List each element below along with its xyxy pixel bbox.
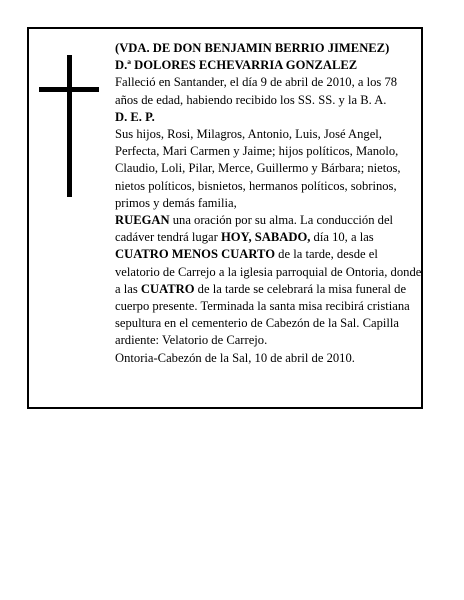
cross-vertical-bar bbox=[67, 55, 72, 197]
request-text-1: una oración por su alma. La conducción del cadáver tendrá lugar bbox=[115, 213, 394, 245]
request-text-2: día 10, a las bbox=[310, 230, 374, 245]
deceased-name: D.ª DOLORES ECHEVARRIA GONZALEZ bbox=[115, 58, 358, 73]
obituary-notice bbox=[27, 27, 423, 409]
funeral-request bbox=[115, 212, 423, 350]
cross-horizontal-bar bbox=[39, 87, 99, 92]
request-text-4: de la tarde se celebrará la misa funeral de cuerpo presente. Terminada la santa misa recibirá cristiana sepultura en el cementerio de Cabezón de la Sal. Capilla ardiente: Velatorio de Carrejo. bbox=[115, 281, 410, 348]
family-list: Sus hijos, Rosi, Milagros, Antonio, Luis, José Angel, Perfecta, Mari Carmen y Jaime; hijos políticos, Manolo, Claudio, Loli, Pilar, Merce, Guillermo y Bárbara; nietos, nietos políticos, bisnietos, hermanos políticos, sobrinos, primos y demás familia, bbox=[115, 127, 401, 210]
ruegan-text: RUEGAN bbox=[115, 213, 170, 228]
closing-place-date: Ontoria-Cabezón de la Sal, 10 de abril de 2010. bbox=[115, 350, 355, 365]
departure-time: CUATRO MENOS CUARTO bbox=[115, 247, 276, 262]
notice-text bbox=[115, 40, 423, 367]
widow-header: (VDA. DE DON BENJAMIN BERRIO JIMENEZ) bbox=[115, 41, 390, 55]
request-text-3: de la tarde, desde el velatorio de Carrejo a la iglesia parroquial de Ontoria, donde a las bbox=[115, 247, 422, 296]
funeral-day: HOY, SABADO, bbox=[220, 230, 311, 245]
rip-line: D. E. P. bbox=[115, 109, 155, 124]
mass-time: CUATRO bbox=[140, 281, 195, 296]
death-details: Falleció en Santander, el día 9 de abril de 2010, a los 78 años de edad, habiendo recibido los SS. SS. y la B. A. bbox=[115, 75, 398, 107]
